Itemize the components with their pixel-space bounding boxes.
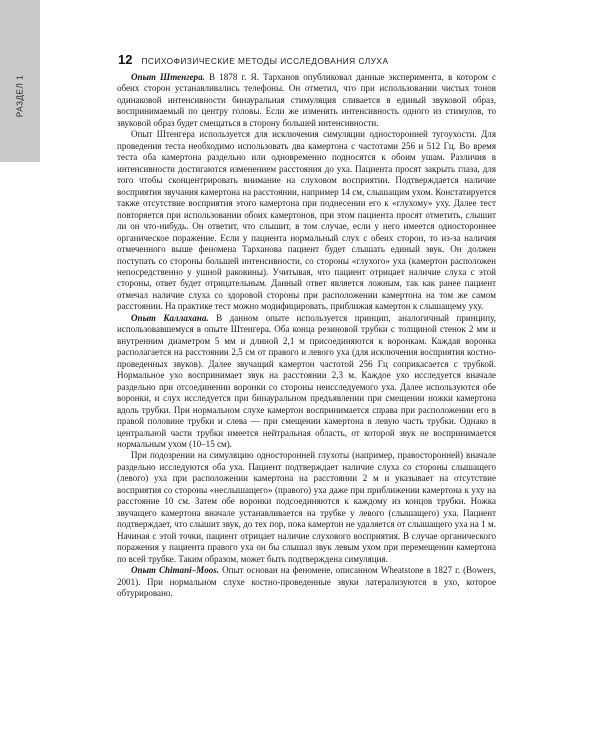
page-number: 12 <box>118 52 133 67</box>
paragraph-text: При подозрении на симуляцию односторонней глухоты (например, правосторонней) вначале раздельно исследуются оба уха. Пациент подтверждает наличие слуха со стороны слышащего (левого) уха при расположении камертона на расстоянии 2 м и указывает на отсутствие восприятия со стороны «неслышащего» (правого) уха даже при приближении камертона к уху на расстояние 10 см. Затем обе воронки подсоединяются к каждому из концов трубки. Ножка звучащего камертона вначале устанавливается на трубке у левого (слышащего) уха. Пациент подтверждает, что слышит звук, до тех пор, пока камертон не удаляется от слышащего уха на 1 м. Начиная с этой точки, пациент отрицает наличие слухового восприятия. В случае органического поражения у пациента правого уха он бы слышал звук левым ухом при перемещении камертона по всей трубке. Таким образом, может быть подтверждена симуляция. <box>117 450 496 564</box>
section-label: РАЗДЕЛ 1 <box>15 74 25 118</box>
paragraph-term: Опыт Каллахана. <box>131 312 209 323</box>
paragraph-text: В данном опыте используется принцип, аналогичный принципу, использовавшемуся в опыте Штенгера. Оба конца резиновой трубки с толщиной стенок 2 мм и внутренним диаметром 5 мм и длиной 2,1 м присоединяются к воронкам. Каждая воронка располагается на расстоянии 2,5 см от правого и левого уха (для исключения восприятия костно-проведенных звуков). Далее звучащий камертон частотой 256 Гц соприкасается с трубкой. Нормальное ухо воспринимает звук на расстоянии 2,3 м. Каждое ухо исследуется вначале раздельно при отсоединении воронки со стороны неисследуемого уха. Далее используются обе воронки, и слух исследуется при бинауральном предъявлении при смещении ножки камертона вдоль трубки. При нормальном слухе камертон воспринимается справа при расположении его в правой половине трубки и слева — при смещении камертона в левую часть трубки. Однако в центральной части трубки имеется нейтральная область, от которой звук не воспринимается нормальным ухом (10–15 см). <box>117 312 496 449</box>
page-header <box>118 52 540 67</box>
paragraph-chimani-moos <box>117 565 496 599</box>
body-text <box>117 72 496 600</box>
paragraph-text: Опыт основан на феномене, описанном Wheatstone в 1827 г. (Bowers, 2001). При нормальном слухе костно-проведенные звуки латерализуются в ухо, которое обтурировано. <box>117 565 496 599</box>
section-side-tab <box>0 0 40 162</box>
paragraph-simulation <box>117 450 496 565</box>
running-title: ПСИХОФИЗИЧЕСКИЕ МЕТОДЫ ИССЛЕДОВАНИЯ СЛУХА <box>141 56 389 66</box>
paragraph-text: В 1878 г. Я. Тарханов опубликовал данные эксперимента, в котором с обеих сторон устанавливались телефоны. Он отметил, что при использовании чистых тонов одинаковой интенсивности бинауральная стимуляция сливается в единый звуковой образ, воспринимаемый по центру головы. Если же изменять интенсивность одного из стимулов, то звуковой образ будет смещаться в сторону большей интенсивности. <box>117 72 496 128</box>
paragraph-term: Опыт Штенгера. <box>131 72 205 82</box>
paragraph-term: Опыт Chimani–Moos. <box>131 565 220 576</box>
paragraph-callahan <box>117 313 496 451</box>
paragraph-stenger-method <box>117 129 496 313</box>
paragraph-stenger-intro <box>117 72 496 129</box>
paragraph-text: Опыт Штенгера используется для исключения симуляции односторонней тугоухости. Для проведения теста необходимо использовать два камертона с частотами 256 и 512 Гц. Во время теста оба камертона раздельно или одновременно подносятся к обоим ушам. Различия в интенсивности достигаются изменением расстояния до уха. Пациента просят закрыть глаза, для того чтобы сконцентрировать внимание на слуховом восприятии. Подтверждается наличие восприятия звучания камертона на расстоянии, например 14 см, слышащим ухом. Констатируется также отсутствие восприятия этого камертона при поднесении его к «глухому» уху. Далее тест повторяется при использовании обоих камертонов, при этом пациента просят отметить, слышит ли он что-нибудь. Он ответит, что слышит, в том случае, если у него имеется одностороннее органическое поражение. Если у пациента нормальный слух с обеих сторон, то из-за наличия отмеченного выше феномена Тарханова пациент будет слышать единый звук. Он должен поступать со стороны большей интенсивности, со стороны «глухого» уха (камертон расположен непосредственно у ушной раковины). Учитывая, что пациент отрицает наличие слуха с этой стороны, ответ будет отрицательным. Данный ответ является ложным, так как ранее пациент отмечал наличие слуха со здоровой стороны при расположении камертона на том же самом расстоянии. На практике тест можно модифицировать, приближая камертон к слышащему уху. <box>117 129 496 312</box>
